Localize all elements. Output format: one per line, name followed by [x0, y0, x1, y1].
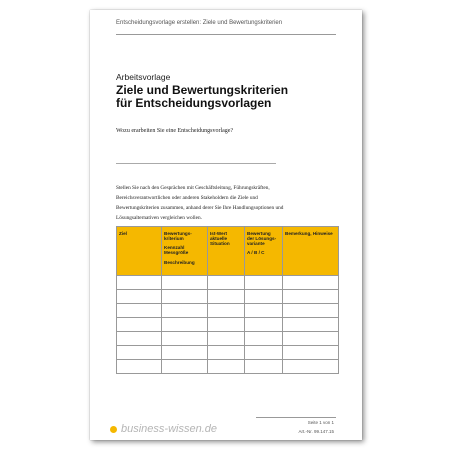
table-row: [117, 346, 339, 360]
answer-line: [116, 163, 276, 164]
table-cell[interactable]: [283, 304, 339, 318]
table-header-row: [117, 227, 339, 276]
col-header-sub-line: Kennzahl: [164, 245, 185, 250]
intro-line: Stellen Sie nach den Gesprächen mit Geschäftsleitung, Führungskräften,: [116, 185, 270, 191]
col-header-line: Ist-Wert: [210, 231, 228, 236]
col-header-sub-line: A / B / C: [247, 250, 265, 255]
document-kicker: Arbeitsvorlage: [116, 72, 171, 82]
article-number: Art.-Nr. 99.147.15: [298, 429, 334, 434]
col-header-line: variante: [247, 241, 265, 246]
col-header-bewertungskriterium: [162, 227, 208, 276]
table-cell[interactable]: [117, 276, 162, 290]
col-header-ziel: [117, 227, 162, 276]
table-cell[interactable]: [162, 360, 208, 374]
table-cell[interactable]: [162, 290, 208, 304]
table-cell[interactable]: [283, 276, 339, 290]
footer-divider: [256, 417, 336, 418]
col-header-line: der Lösungs-: [247, 236, 277, 241]
table-cell[interactable]: [245, 346, 283, 360]
col-header-bemerkung: [283, 227, 339, 276]
table-row: [117, 276, 339, 290]
table-cell[interactable]: [208, 346, 245, 360]
table-cell[interactable]: [245, 276, 283, 290]
table-cell[interactable]: [117, 332, 162, 346]
table-row: [117, 290, 339, 304]
intro-line: Bewertungskriterien zusammen, anhand derer Sie Ihre Handlungsoptionen und: [116, 205, 284, 211]
table-cell[interactable]: [208, 318, 245, 332]
intro-paragraph: [116, 183, 338, 223]
title-line-1: Ziele und Bewertungskriterien: [116, 83, 289, 97]
intro-line: Bereichsverantwortlichen oder anderen Stakeholdern die Ziele und: [116, 195, 258, 201]
table-cell[interactable]: [208, 290, 245, 304]
table-cell[interactable]: [208, 304, 245, 318]
col-header-sub-line: Messgröße: [164, 250, 189, 255]
table-cell[interactable]: [283, 346, 339, 360]
table-cell[interactable]: [162, 304, 208, 318]
criteria-table: [116, 226, 339, 374]
table-cell[interactable]: [162, 318, 208, 332]
table-cell[interactable]: [117, 360, 162, 374]
document-title: [116, 84, 356, 110]
document-page: [90, 10, 362, 440]
col-header-sub-line: Beschreibung: [164, 260, 195, 265]
table-cell[interactable]: [162, 276, 208, 290]
table-cell[interactable]: [117, 346, 162, 360]
table-cell[interactable]: [245, 304, 283, 318]
table-row: [117, 332, 339, 346]
table-row: [117, 318, 339, 332]
col-header-line: Bewertung: [247, 231, 271, 236]
col-header-line: aktuelle: [210, 236, 228, 241]
table-cell[interactable]: [283, 332, 339, 346]
table-row: [117, 304, 339, 318]
col-header-line: Situation: [210, 241, 230, 246]
table-cell[interactable]: [117, 304, 162, 318]
col-header-bewertung-variante: [245, 227, 283, 276]
col-header-line: Bemerkung, Hinweise: [285, 231, 333, 236]
table-cell[interactable]: [162, 332, 208, 346]
table-cell[interactable]: [208, 276, 245, 290]
table-cell[interactable]: [245, 332, 283, 346]
table-cell[interactable]: [208, 332, 245, 346]
table-cell[interactable]: [245, 360, 283, 374]
header-divider: [116, 34, 336, 35]
col-header-line: Ziel: [119, 231, 127, 236]
table-cell[interactable]: [162, 346, 208, 360]
table-body: [117, 276, 339, 374]
table-cell[interactable]: [283, 318, 339, 332]
page-header-text: Entscheidungsvorlage erstellen: Ziele und Bewertungskriterien: [116, 20, 283, 26]
table-cell[interactable]: [283, 360, 339, 374]
logo-dot-icon: [110, 426, 117, 433]
question-prompt: Wozu erarbeiten Sie eine Entscheidungsvorlage?: [116, 128, 234, 134]
title-line-2: für Entscheidungsvorlagen: [116, 96, 272, 110]
table-cell[interactable]: [283, 290, 339, 304]
table-row: [117, 360, 339, 374]
intro-line: Lösungsalternativen vergleichen wollen.: [116, 215, 202, 221]
table-cell[interactable]: [117, 318, 162, 332]
business-wissen-logo: business-wissen.de: [121, 423, 217, 435]
table-cell[interactable]: [245, 290, 283, 304]
col-header-sub: [164, 245, 205, 265]
col-header-ist-wert: [208, 227, 245, 276]
col-header-line: kriterium: [164, 236, 184, 241]
table-cell[interactable]: [117, 290, 162, 304]
table-cell[interactable]: [245, 318, 283, 332]
page-number: Seite 1 von 1: [307, 420, 334, 425]
table-cell[interactable]: [208, 360, 245, 374]
col-header-line: Bewertungs-: [164, 231, 192, 236]
